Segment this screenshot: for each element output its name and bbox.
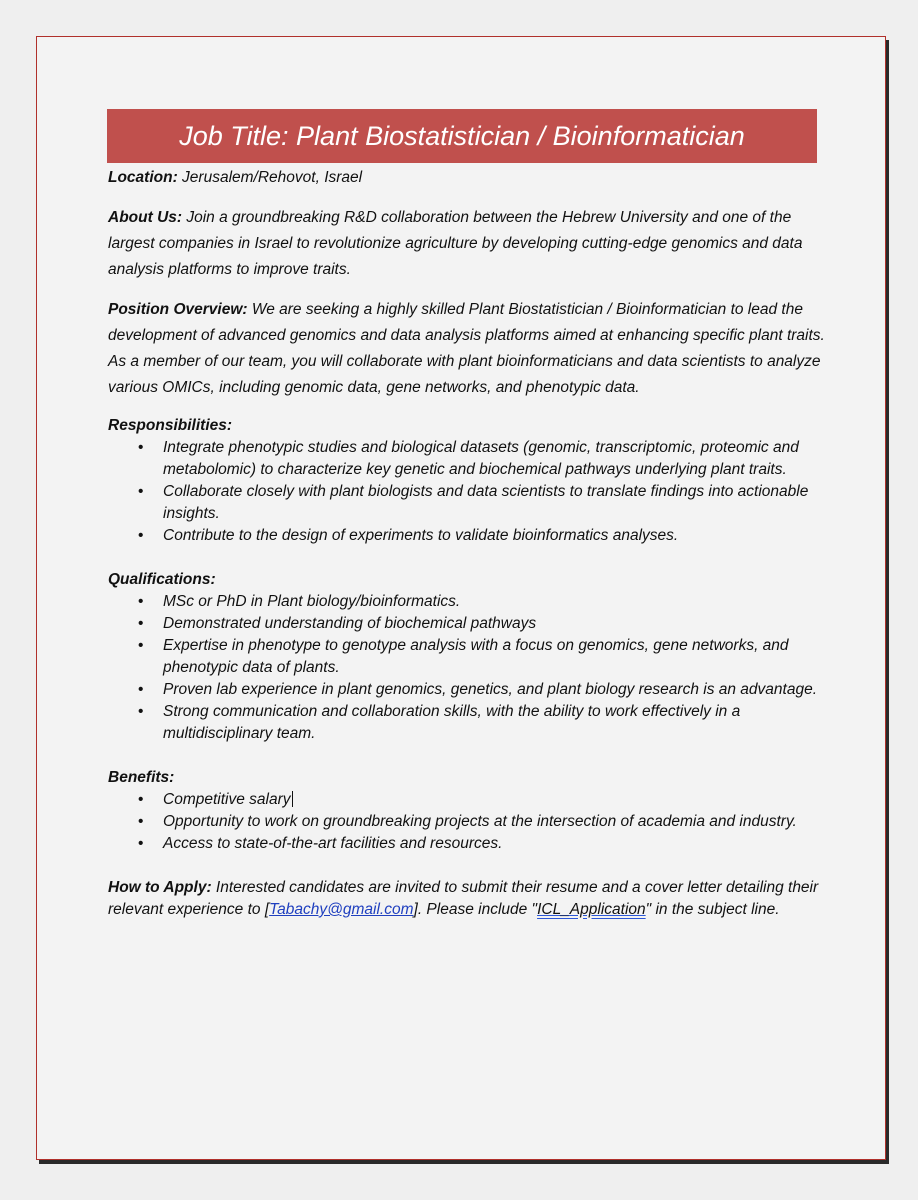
subject-text: ICL_Application [537,901,646,918]
bullet-icon: • [138,615,144,632]
bullet-icon: • [138,813,144,830]
list-item: • Integrate phenotypic studies and biological datasets (genomic, transcriptomic, proteomic and metabolomic) to characterize key genetic and biochemical pathways underlying plant traits. [138,439,799,478]
location-label: Location: [108,169,178,186]
qualifications-heading: Qualifications: [108,571,216,588]
document-page [36,36,886,1160]
list-item: • Demonstrated understanding of biochemical pathways [108,613,828,635]
benefits-list [108,789,828,855]
about-text: Join a groundbreaking R&D collaboration between the Hebrew University and one of the largest companies in Israel to revolutionize agriculture by developing cutting-edge genomics and data analysis platforms to improve traits. [108,209,803,278]
bullet-icon: • [138,527,144,544]
list-item: • Opportunity to work on groundbreaking projects at the intersection of academia and industry. [108,811,828,833]
location-line [108,165,828,191]
list-item: • Contribute to the design of experiments to validate bioinformatics analyses. [108,525,828,547]
benefits-heading: Benefits: [108,769,175,786]
apply-label: How to Apply: [108,879,212,896]
list-item: • Competitive salary [108,789,828,811]
list-item: • Expertise in phenotype to genotype analysis with a focus on genomics, gene networks, and phenotypic data of plants. [138,637,789,676]
list-item: • Proven lab experience in plant genomics, genetics, and plant biology research is an advantage. [108,679,828,701]
apply-paragraph: How to Apply: Interested candidates are invited to submit their resume and a cover letter detailing their relevant experience to [Tabachy@gmail.com]. Please include "ICL_Application" in the subject line. [108,879,819,918]
text-cursor [292,791,293,807]
bullet-icon: • [138,791,144,808]
qualifications-list [108,591,828,745]
page-title: Job Title: Plant Biostatistician / Bioinformatician [107,109,817,163]
about-paragraph [108,205,828,283]
bullet-icon: • [138,637,144,654]
bullet-icon: • [138,439,144,456]
list-item: • Collaborate closely with plant biologists and data scientists to translate findings into actionable insights. [138,483,809,522]
list-item: • Strong communication and collaboration skills, with the ability to work effectively in a multidisciplinary team. [138,703,741,742]
about-label: About Us: [108,209,183,226]
bullet-icon: • [138,681,144,698]
bullet-icon: • [138,593,144,610]
email-link[interactable]: Tabachy@gmail.com [269,901,414,918]
document-body [108,165,828,921]
bullet-icon: • [138,703,144,720]
list-item: • MSc or PhD in Plant biology/bioinformatics. [108,591,828,613]
overview-label: Position Overview: [108,301,248,318]
list-item: • Access to state-of-the-art facilities and resources. [108,833,828,855]
responsibilities-list [108,437,828,547]
bullet-icon: • [138,835,144,852]
overview-text: We are seeking a highly skilled Plant Biostatistician / Bioinformatician to lead the development of advanced genomics and data analysis platforms aimed at enhancing specific plant traits. As a member of our team, you will collaborate with plant bioinformaticians and data scientists to analyze various OMICs, including genomic data, gene networks, and phenotypic data. [108,301,825,396]
overview-paragraph [108,297,828,401]
bullet-icon: • [138,483,144,500]
location-value: Jerusalem/Rehovot, Israel [177,169,363,186]
responsibilities-heading: Responsibilities: [108,417,233,434]
